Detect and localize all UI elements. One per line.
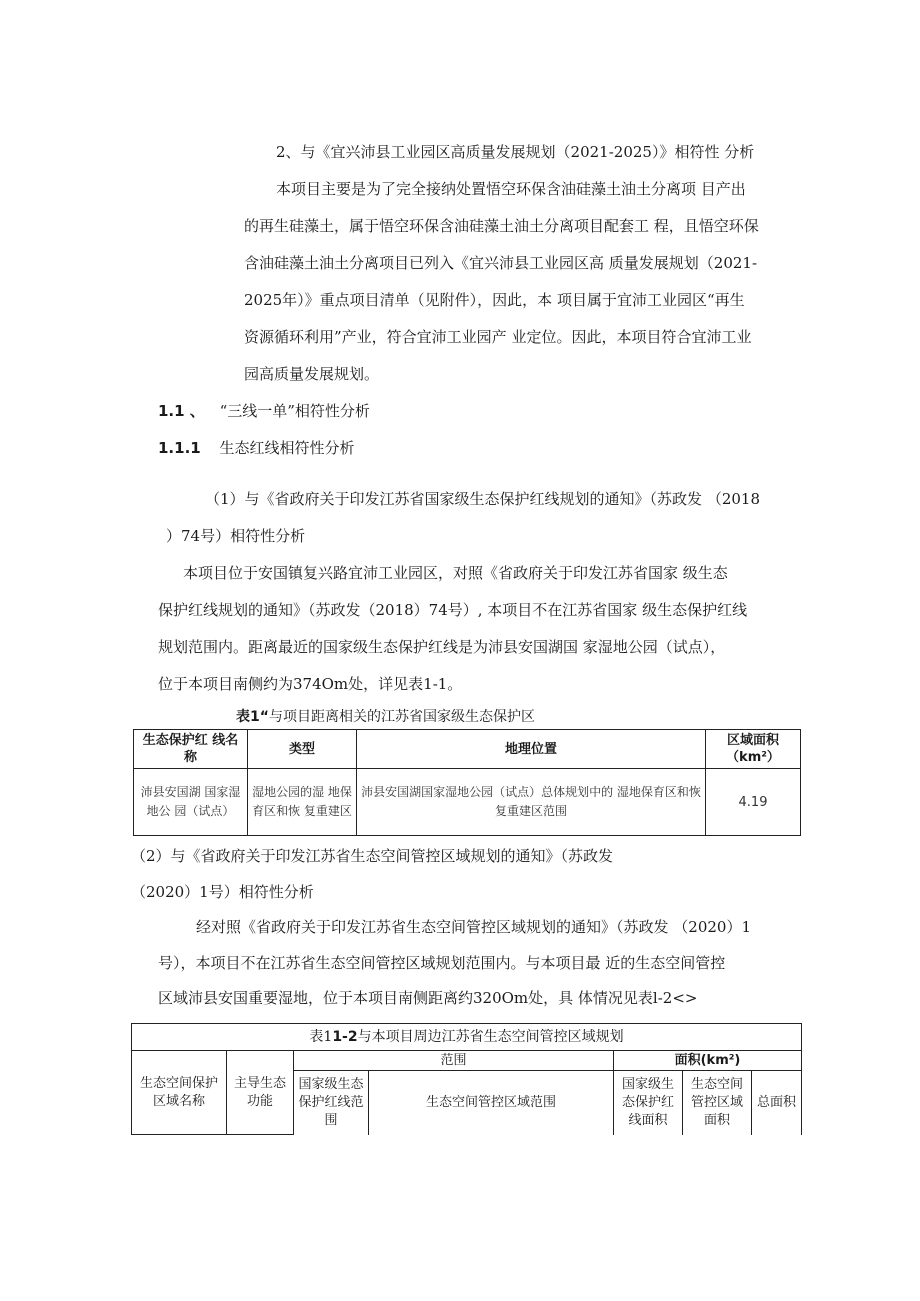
table2-caption-number: 表1 [309,1029,333,1045]
paragraph-line: 号），本项目不在江苏省生态空间管控区域规划范围内。与本项目最 近的生态空间管控 [158,954,726,972]
heading-text: 生态红线相符性分析 [219,439,355,457]
section-heading-1-1-1 [158,438,355,458]
table2-sub-national-area: 国家级生态保护红线面积 [614,1071,683,1135]
paragraph-line: 经对照《省政府关于印发江苏省生态空间管控区域规划的通知》（苏政发 （2020）1 [196,918,751,936]
paragraph-line: （2）与《省政府关于印发江苏省生态空间管控区域规划的通知》（苏政发 [131,847,614,865]
table1-header-row [134,730,801,769]
table-row [134,769,801,836]
paragraph-line: 区域沛县安国重要湿地，位于本项目南侧距离约320Om处，具 体情况见表l-2<> [158,989,698,1007]
table1-header-cell: 生态保护红 线名称 [134,730,248,769]
table1 [133,729,801,836]
table2-caption-row [132,1024,802,1051]
paragraph-line: 2025年）》重点项目清单（见附件），因此，本 项目属于宜沛工业园区“再生 [244,291,745,309]
table1-caption-number: 表1“ [236,709,269,725]
table2-caption-text: 与本项目周边江苏省生态空间管控区域规划 [357,1029,624,1045]
paragraph-line: ）74号）相符性分析 [166,527,306,545]
paragraph-line: （1）与《省政府关于印发江苏省国家级生态保护红线规划的通知》（苏政发 （2018 [205,490,760,508]
heading-text: “三线一单”相符性分析 [219,402,370,420]
table2-sub-total: 总面积 [752,1071,802,1135]
paragraph-line: 保护红线规划的通知》（苏政发（2018）74号）, 本项目不在江苏省国家 级生态保护红线 [158,601,748,619]
heading-number: 1.1 、 [158,402,205,420]
heading-number: 1.1.1 [158,439,201,457]
paragraph-line: 园高质量发展规划。 [244,365,380,383]
table2-sub-national-range: 国家级生态保护红线范围 [294,1071,369,1135]
table1-cell: 沛县安国湖 国家湿地公 园（试点） [134,769,248,836]
table2-col-name: 生态空间保护区域名称 [132,1051,227,1135]
table2-sub-control-range: 生态空间管控区域范围 [369,1071,614,1135]
paragraph-line: 规划范围内。距离最近的国家级生态保护红线是为沛县安国湖国 家湿地公园（试点）， [158,638,726,656]
paragraph-line: 含油硅藻土油土分离项目已列入《宜兴沛县工业园区高 质量发展规划（2021- [244,254,758,272]
section-heading-2: 2、与《宜兴沛县工业园区高质量发展规划（2021-2025）》相符性 分析 [276,143,755,161]
paragraph-line: 本项目主要是为了完全接纳处置悟空环保含油硅藻土油土分离项 目产出 [276,180,746,198]
table1-header-cell: 地理位置 [357,730,706,769]
table2-group-area: 面积(km²) [614,1051,802,1071]
table2-sub-control-area: 生态空间管控区域面积 [683,1071,752,1135]
paragraph-line: 本项目位于安国镇复兴路宜沛工业园区，对照《省政府关于印发江苏省国家 级生态 [183,564,728,582]
paragraph-line: 位于本项目南侧约为374Om处，详见表1-1。 [158,675,463,693]
table1-header-cell: 区域面积（km²） [706,730,801,769]
table2 [131,1023,802,1135]
table1-header-cell: 类型 [248,730,357,769]
table1-cell: 湿地公园的湿 地保育区和恢 复重建区 [248,769,357,836]
table2-caption-bold: 1-2 [332,1029,358,1045]
table2-group-row [132,1051,802,1071]
table1-cell: 4.19 [706,769,801,836]
paragraph-line: 资源循环利用”产业，符合宜沛工业园产 业定位。因此，本项目符合宜沛工业 [244,328,752,346]
table1-cell: 沛县安国湖国家湿地公园（试点）总体规划中的 湿地保育区和恢复重建区范围 [357,769,706,836]
paragraph-line: 的再生硅藻土，属于悟空环保含油硅藻土油土分离项目配套工 程，且悟空环保 [244,217,759,235]
table1-caption [236,708,535,726]
table1-caption-text: 与项目距离相关的江苏省国家级生态保护区 [268,709,535,725]
table2-caption [132,1024,802,1051]
table2-group-range: 范围 [294,1051,614,1071]
paragraph-line: （2020）1号）相符性分析 [131,883,314,901]
table2-col-function: 主导生态功能 [227,1051,294,1135]
section-heading-1-1 [158,401,370,421]
